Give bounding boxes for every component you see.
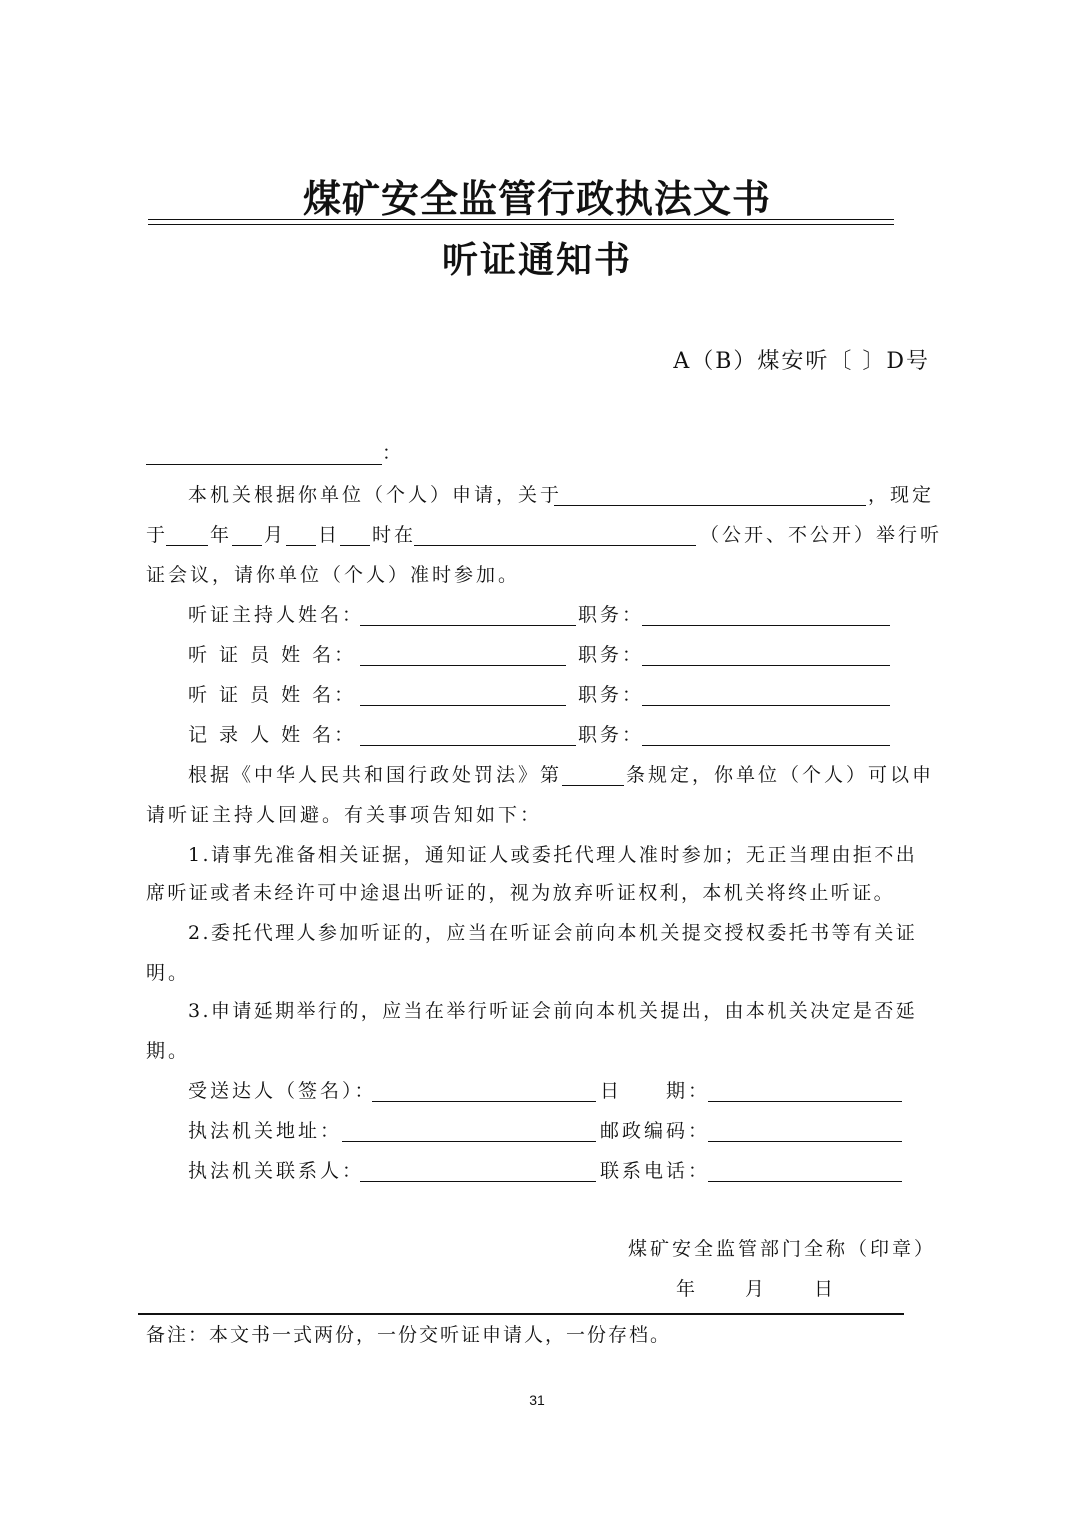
hearing-officer2-duty-blank[interactable] — [642, 705, 890, 706]
recorder-name-label: 记 录 人 姓 名： — [188, 724, 357, 746]
hearing-location-blank[interactable] — [414, 545, 696, 546]
law-text-c: 请听证主持人回避。有关事项告知如下： — [146, 804, 543, 826]
item2-line1: 2.委托代理人参加听证的，应当在听证会前向本机关提交授权委托书等有关证 — [188, 922, 918, 944]
recipient-signature-blank[interactable] — [372, 1101, 596, 1102]
law-text-b: 条规定，你单位（个人）可以申 — [626, 764, 935, 786]
hearing-officer2-name-blank[interactable] — [360, 705, 566, 706]
hearing-officer1-name-blank[interactable] — [360, 665, 566, 666]
day-blank[interactable] — [286, 545, 316, 546]
hearing-officer2-duty-label: 职务： — [578, 684, 645, 706]
receipt-date-label: 日 期： — [600, 1080, 711, 1102]
agency-address-label: 执法机关地址： — [188, 1120, 343, 1142]
document-number: A（B）煤安听〔 〕D号 — [673, 349, 930, 374]
receipt-date-blank[interactable] — [708, 1101, 902, 1102]
law-article-blank[interactable] — [562, 785, 624, 786]
day-label: 日 — [318, 524, 341, 546]
month-label: 月 — [264, 524, 287, 546]
recorder-duty-blank[interactable] — [642, 745, 890, 746]
host-name-label: 听证主持人姓名： — [188, 604, 365, 626]
remark-divider — [138, 1313, 904, 1315]
remark-text: 备注：本文书一式两份，一份交听证申请人，一份存档。 — [146, 1324, 672, 1346]
issue-date: 年 月 日 — [676, 1278, 838, 1300]
contact-phone-blank[interactable] — [708, 1181, 902, 1182]
title-divider-bottom — [148, 224, 894, 225]
recorder-name-blank[interactable] — [360, 745, 576, 746]
document-category-title: 煤矿安全监管行政执法文书 — [302, 177, 771, 221]
agency-contact-blank[interactable] — [360, 1181, 596, 1182]
month-blank[interactable] — [232, 545, 262, 546]
law-text-a: 根据《中华人民共和国行政处罚法》第 — [188, 764, 563, 786]
recipient-signature-label: 受送达人（签名）： — [188, 1080, 377, 1102]
recorder-duty-label: 职务： — [578, 724, 645, 746]
issuing-department-seal: 煤矿安全监管部门全称（印章） — [628, 1238, 937, 1260]
hearing-officer1-name-label: 听 证 员 姓 名： — [188, 644, 357, 666]
item1-line1: 1.请事先准备相关证据，通知证人或委托代理人准时参加；无正当理由拒不出 — [188, 844, 918, 866]
para3-text: 证会议，请你单位（个人）准时参加。 — [146, 564, 521, 586]
host-name-blank[interactable] — [360, 625, 576, 626]
para1-text-a: 本机关根据你单位（个人）申请，关于 — [188, 484, 563, 506]
item1-line2: 席听证或者未经许可中途退出听证的，视为放弃听证权利，本机关将终止听证。 — [146, 882, 896, 904]
hearing-officer2-name-label: 听 证 员 姓 名： — [188, 684, 357, 706]
time-location-label: 时在 — [372, 524, 417, 546]
document-subtitle: 听证通知书 — [441, 240, 632, 281]
postal-code-blank[interactable] — [708, 1141, 902, 1142]
postal-code-label: 邮政编码： — [600, 1120, 711, 1142]
hour-blank[interactable] — [340, 545, 370, 546]
host-duty-label: 职务： — [578, 604, 645, 626]
para2-text-a: 于 — [146, 524, 169, 546]
agency-address-blank[interactable] — [342, 1141, 596, 1142]
page-number: 31 — [529, 1392, 545, 1408]
hearing-officer1-duty-blank[interactable] — [642, 665, 890, 666]
item2-line2: 明。 — [146, 962, 191, 984]
host-duty-blank[interactable] — [642, 625, 890, 626]
year-blank[interactable] — [166, 545, 208, 546]
hearing-officer1-duty-label: 职务： — [578, 644, 645, 666]
agency-contact-label: 执法机关联系人： — [188, 1160, 365, 1182]
year-label: 年 — [210, 524, 233, 546]
para1-text-b: ，现定 — [868, 484, 935, 506]
item3-line2: 期。 — [146, 1040, 191, 1062]
recipient-blank[interactable] — [146, 464, 382, 465]
para2-text-b: （公开、不公开）举行听 — [700, 524, 943, 546]
hearing-subject-blank[interactable] — [554, 505, 866, 506]
title-divider-top — [148, 219, 894, 220]
contact-phone-label: 联系电话： — [600, 1160, 711, 1182]
recipient-colon: ： — [382, 442, 405, 464]
item3-line1: 3.申请延期举行的，应当在举行听证会前向本机关提出，由本机关决定是否延 — [188, 1000, 918, 1022]
